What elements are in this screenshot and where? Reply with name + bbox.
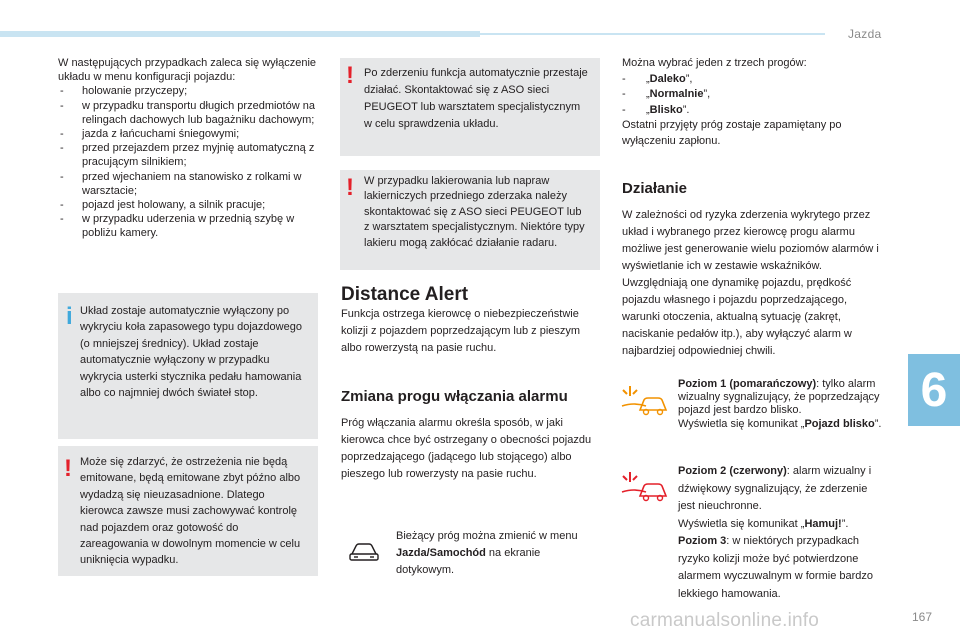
warning-icon: !	[346, 174, 354, 201]
menu-path: Jazda/Samochód	[396, 547, 486, 559]
touchscreen-note	[396, 528, 601, 579]
subsection-title: Zmiana progu włączania alarmu	[341, 388, 568, 405]
section-title: Distance Alert	[341, 284, 469, 305]
page-number: 167	[912, 610, 933, 624]
header-bar	[0, 31, 480, 37]
car-alert-orange-icon	[620, 384, 670, 418]
disable-cases-list	[58, 84, 318, 240]
section-text: Funkcja ostrzega kierowcę o niebezpieczeństwie kolizji z pojazdem poprzedzającym lub z pieszym albo rowerzystą na pasie ruchu.	[341, 308, 581, 354]
warning-box-2	[340, 58, 600, 156]
message-pojazd-blisko: Pojazd blisko	[804, 417, 875, 430]
warning-icon: !	[64, 455, 72, 482]
list-item: - pojazd jest holowany, a silnik pracuje;	[58, 198, 318, 212]
list-item: - w przypadku transportu długich przedmiotów na relingach dachowych lub bagażniku dachowym;	[58, 99, 318, 127]
list-item: - w przypadku uderzenia w przednią szybę w pobliżu kamery.	[58, 212, 318, 240]
message-suffix: ”.	[874, 417, 882, 430]
threshold-item: - „Daleko”,	[622, 72, 693, 85]
threshold-normal: Normalnie	[649, 88, 704, 100]
watermark: carmanualsonline.info	[630, 610, 820, 631]
level-2-3-text	[678, 463, 884, 603]
warning-box-text: Po zderzeniu funkcja automatycznie przestaje działać. Skontaktować się z ASO sieci PEUGEOT lub warsztatem specjalistycznym w celu sprawdzenia układu.	[364, 67, 588, 130]
info-box	[58, 293, 318, 439]
subsection-title: Działanie	[622, 180, 688, 197]
warning-box-3	[340, 170, 600, 270]
touchscreen-note-text: Bieżący próg można zmienić w menu	[396, 530, 578, 542]
message-hamuj: Hamuj!	[804, 517, 842, 530]
warning-box-1	[58, 446, 318, 576]
operation-text: W zależności od ryzyka zderzenia wykrytego przez układ i wybranego przez kierowcę progu alarmu możliwe jest generowanie wielu poziomów alarmów i wyświetlanie ich w zestawie wskaźników. Uwzględniają one dynamikę pojazdu, prędkość pojazdu własnego i pojazdu poprzedzającego, warunki otoczenia, aktualną sytuację (zakręt, naciskanie pedałów itp.), aby wyłączyć alarm w najbardziej odpowiedniej chwili.	[622, 209, 879, 357]
thresholds-intro: Można wybrać jeden z trzech progów:	[622, 57, 807, 69]
warning-box-text: Może się zdarzyć, że ostrzeżenia nie będą emitowane, będą emitowane zbyt późno albo wydadzą się nieuzasadnione. Dlatego kierowca zawsze musi zachowywać kontrolę nad pojazdem oraz gotowość do zareagowania w dowolnym momencie w celu uniknięcia wypadku.	[80, 456, 301, 567]
level-1-desc: : tylko alarm wizualny sygnalizujący, że poprzedzający pojazd jest bardzo blisko.	[678, 378, 880, 417]
level-2-label: Poziom 2 (czerwony)	[678, 465, 787, 477]
thresholds-outro: Ostatni przyjęty próg zostaje zapamiętany po wyłączeniu zapłonu.	[622, 119, 842, 147]
level-3-label: Poziom 3	[678, 535, 727, 547]
subsection-text: Próg włączania alarmu określa sposób, w jaki kierowca chce być ostrzegany o obecności pojazdu poprzedzającego (jadącego lub stojącego) albo pieszego lub rowerzysty na pasie ruchu.	[341, 417, 592, 480]
list-item: - przed wjechaniem na stanowisko z rolkami w warsztacie;	[58, 170, 318, 198]
level-2-desc: : alarm wizualny i dźwiękowy sygnalizujący, że zderzenie jest nieuchronne.	[678, 465, 872, 512]
threshold-item: - „Normalnie”,	[622, 88, 711, 100]
touchscreen-note-text: na ekranie dotykowym.	[396, 547, 541, 576]
column-1	[58, 56, 318, 241]
header-rule	[480, 33, 825, 35]
list-item: - przed przejazdem przez myjnię automatyczną z pracującym silnikiem;	[58, 141, 318, 169]
thresholds-block	[622, 56, 884, 149]
message-suffix: ”.	[841, 517, 849, 530]
level-1-label: Poziom 1 (pomarańczowy)	[678, 378, 817, 390]
threshold-far: Daleko	[649, 72, 686, 85]
chapter-tab: 6	[908, 354, 960, 426]
section-name: Jazda	[848, 27, 882, 41]
message-prefix: Wyświetla się komunikat „	[678, 417, 805, 430]
car-dashboard-icon	[346, 538, 382, 564]
warning-box-text: W przypadku lakierowania lub napraw lakierniczych przedniego zderzaka należy skontaktować się z ASO sieci PEUGEOT lub z warsztatem specjalistycznym. Niektóre typy lakieru mogą zakłócać działanie radaru.	[364, 175, 585, 249]
threshold-near: Blisko	[649, 103, 683, 116]
list-item: - jazda z łańcuchami śniegowymi;	[58, 127, 318, 141]
warning-icon: !	[346, 62, 354, 89]
list-item: - holowanie przyczepy;	[58, 84, 318, 98]
info-icon: i	[66, 303, 73, 330]
message-prefix: Wyświetla się komunikat „	[678, 517, 805, 530]
level-3-desc: : w niektórych przypadkach ryzyko kolizji może być potwierdzone alarmem wyczuwalnym w formie bardzo lekkiego hamowania.	[678, 535, 873, 600]
threshold-item: - „Blisko”.	[622, 103, 690, 116]
info-box-text: Układ zostaje automatycznie wyłączony po wykryciu koła zapasowego typu dojazdowego (o mniejszej średnicy). Układ zostaje automatycznie wyłączony w przypadku wykrycia usterki stycznika pedału hamowania albo co najmniej dwóch świateł stop.	[80, 305, 302, 400]
level-1-text	[678, 378, 884, 431]
intro-text: W następujących przypadkach zaleca się wyłączenie układu w menu konfiguracji pojazdu:	[58, 57, 317, 84]
car-alert-red-icon	[620, 470, 670, 504]
